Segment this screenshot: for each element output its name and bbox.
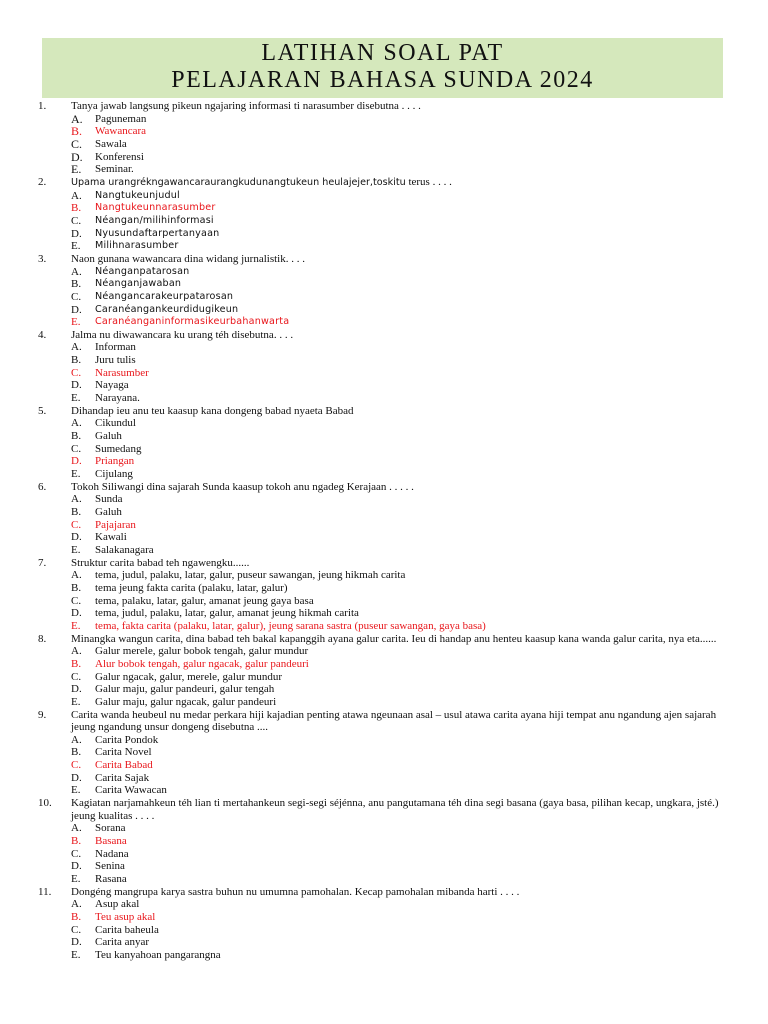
option — [38, 873, 738, 886]
option — [38, 266, 738, 279]
option-letter: D. — [71, 149, 83, 164]
question-text: Jalma nu diwawancara ku urang téh disebutna. . . . — [71, 328, 294, 341]
option-letter: C. — [71, 290, 82, 303]
option-letter: B. — [71, 581, 82, 594]
option — [38, 151, 738, 164]
question-number: 6. — [38, 480, 47, 493]
option — [38, 898, 738, 911]
option-text: Nangtukeunnarasumber — [95, 202, 216, 214]
option — [38, 936, 738, 949]
option-text: Priangan — [95, 455, 135, 468]
option-letter: B. — [71, 430, 82, 443]
question — [38, 797, 738, 822]
option-letter: D. — [71, 303, 82, 316]
option-text: tema, judul, palaku, latar, galur, puseur sawangan, jeung hikmah carita — [95, 569, 406, 582]
option-text: Narasumber — [95, 366, 149, 379]
option-letter: E. — [71, 873, 81, 886]
option-text: Sorana — [95, 822, 126, 835]
option — [38, 696, 738, 709]
option-letter: C. — [71, 594, 82, 607]
question-text: Kagiatan narjamahkeun téh lian ti mertahankeun segi-segi séjénna, anu pangutamana téh dina segi basana (gaya basa, pilihan kecap, ungkara, jsté.) jeung kualitas . . . . — [71, 797, 719, 822]
option-letter: D. — [71, 379, 82, 392]
option-letter: A. — [71, 417, 82, 430]
option — [38, 493, 738, 506]
option-text: Nyusundaftarpertanyaan — [95, 227, 220, 239]
option — [38, 113, 738, 126]
option-text: tema, judul, palaku, latar, galur, amanat jeung hikmah carita — [95, 607, 359, 620]
option-letter: E. — [71, 468, 81, 481]
option-letter: D. — [71, 771, 82, 784]
question-number: 1. — [38, 100, 47, 112]
option-correct — [38, 911, 738, 924]
option-text: Néangancarakeurpatarosan — [95, 290, 234, 302]
question — [38, 329, 738, 342]
option-text: Néanganjawaban — [95, 278, 182, 290]
option-text: Galur ngacak, galur, merele, galur mundur — [95, 670, 283, 683]
question-number: 4. — [38, 328, 47, 341]
option-letter: A. — [71, 111, 83, 126]
option-text: Wawancara — [95, 125, 147, 138]
option-correct — [38, 455, 738, 468]
option — [38, 443, 738, 456]
option-letter: E. — [71, 543, 81, 556]
option-text: Pajajaran — [95, 518, 136, 531]
question — [38, 100, 738, 113]
question-number: 3. — [38, 252, 47, 265]
option-letter: D. — [71, 455, 82, 468]
option-text: Narayana. — [95, 392, 140, 405]
option-text: Carita anyar — [95, 936, 150, 949]
option — [38, 506, 738, 519]
option — [38, 582, 738, 595]
option-letter: A. — [71, 341, 82, 354]
option-letter: C. — [71, 923, 82, 936]
option-correct — [38, 202, 738, 215]
option — [38, 228, 738, 241]
option-text: Rasana — [95, 873, 127, 886]
option — [38, 772, 738, 785]
question — [38, 176, 738, 190]
option-letter: B. — [71, 354, 82, 367]
option-letter: C. — [71, 442, 82, 455]
option — [38, 190, 738, 203]
option-letter: A. — [71, 569, 82, 582]
option-text: tema, fakta carita (palaku, latar, galur), jeung sarana sastra (puseur sawangan, gaya basa) — [95, 619, 486, 632]
option-text: Galuh — [95, 430, 122, 443]
option-text: Informan — [95, 341, 136, 354]
option — [38, 304, 738, 317]
option-letter: E. — [71, 784, 81, 797]
option — [38, 671, 738, 684]
question-text: Dihandap ieu anu teu kaasup kana dongeng babad nyaeta Babad — [71, 404, 354, 417]
option — [38, 215, 738, 228]
option-text: Juru tulis — [95, 354, 136, 367]
option — [38, 595, 738, 608]
option — [38, 392, 738, 405]
option-text: tema jeung fakta carita (palaku, latar, galur) — [95, 581, 288, 594]
option — [38, 544, 738, 557]
option-text: Galur merele, galur bobok tengah, galur mundur — [95, 645, 309, 658]
option-correct — [38, 835, 738, 848]
question-number: 7. — [38, 556, 47, 569]
option-text: Cijulang — [95, 468, 133, 481]
option-text: Alur bobok tengah, galur ngacak, galur pandeuri — [95, 657, 309, 670]
option-text: Néanganpatarosan — [95, 265, 190, 277]
question-number: 9. — [38, 708, 47, 721]
option-text: Galur maju, galur ngacak, galur pandeuri — [95, 695, 277, 708]
option — [38, 291, 738, 304]
option-letter: C. — [71, 214, 82, 227]
option — [38, 278, 738, 291]
option — [38, 645, 738, 658]
option-letter: E. — [71, 619, 81, 632]
question — [38, 253, 738, 266]
option-letter: D. — [71, 531, 82, 544]
option-letter: A. — [71, 822, 82, 835]
option — [38, 163, 738, 176]
question — [38, 557, 738, 570]
option — [38, 240, 738, 253]
question-text: Tanya jawab langsung pikeun ngajaring informasi ti narasumber disebutna . . . . — [71, 100, 421, 112]
question-text: Naon gunana wawancara dina widang jurnalistik. . . . — [71, 252, 305, 265]
option — [38, 848, 738, 861]
option-text: Nadana — [95, 847, 129, 860]
option-correct — [38, 759, 738, 772]
option-letter: E. — [71, 948, 81, 961]
question — [38, 709, 738, 734]
option-letter: E. — [71, 240, 81, 253]
question-number: 2. — [38, 175, 47, 188]
option-correct — [38, 519, 738, 532]
option-text: Teu kanyahoan pangarangna — [95, 948, 221, 961]
option-correct — [38, 658, 738, 671]
option-correct — [38, 367, 738, 380]
option-letter: D. — [71, 227, 82, 240]
option-letter: C. — [71, 518, 82, 531]
option — [38, 746, 738, 759]
option — [38, 531, 738, 544]
option — [38, 138, 738, 151]
option-text: Teu asup akal — [95, 911, 156, 923]
option-letter: C. — [71, 366, 82, 379]
option-text: Seminar. — [95, 163, 134, 176]
option-correct — [38, 125, 738, 138]
option-letter: B. — [71, 911, 82, 923]
option-letter: B. — [71, 202, 82, 215]
question-list — [38, 100, 738, 962]
option-text: Milihnarasumber — [95, 240, 179, 252]
option-text: Carita Wawacan — [95, 784, 167, 797]
option — [38, 949, 738, 962]
option — [38, 417, 738, 430]
option-letter: D. — [71, 683, 82, 696]
option-letter: B. — [71, 746, 82, 759]
option — [38, 341, 738, 354]
question — [38, 481, 738, 494]
option-text: Paguneman — [95, 112, 147, 125]
option-letter: A. — [71, 189, 82, 202]
option-letter: E. — [71, 316, 81, 329]
question-number: 8. — [38, 632, 47, 645]
option-letter: B. — [71, 278, 82, 291]
option-text: tema, palaku, latar, galur, amanat jeung gaya basa — [95, 594, 314, 607]
title-banner — [42, 38, 723, 98]
option — [38, 784, 738, 797]
option — [38, 607, 738, 620]
question-number: 11. — [38, 885, 52, 898]
option — [38, 468, 738, 481]
question-text: Struktur carita babad teh ngawengku...... — [71, 556, 250, 569]
option-text: Asup akal — [95, 898, 140, 911]
option-correct — [38, 620, 738, 633]
question-text: Tokoh Siliwangi dina sajarah Sunda kaasup tokoh anu ngadeg Kerajaan . . . . . — [71, 480, 414, 493]
document-subtitle: PELAJARAN BAHASA SUNDA 2024 — [171, 67, 594, 93]
question-text — [71, 176, 738, 190]
question-text: Carita wanda heubeul nu medar perkara hiji kajadian penting atawa ngeunaan asal – usul atawa carita ayana hiji tempat anu ngandung ajen sajarah jeung ngandung unsur dongeng disebutna .... — [71, 708, 717, 734]
option — [38, 860, 738, 873]
option-letter: B. — [71, 124, 83, 139]
option-text: Carita Babad — [95, 759, 153, 772]
option-text: Carita Sajak — [95, 771, 150, 784]
option-text: Carita Pondok — [95, 733, 159, 746]
option-letter: A. — [71, 493, 82, 506]
question-text: Minangka wangun carita, dina babad teh bakal kapanggih ayana galur carita. Ieu di handap anu henteu kaasup kana wanda galur carita, nya eta...... — [71, 632, 717, 645]
option-letter: C. — [71, 847, 82, 860]
option-text: Kawali — [95, 531, 127, 544]
document-title: LATIHAN SOAL PAT — [261, 40, 504, 66]
option — [38, 734, 738, 747]
option-text: Néangan/milihinformasi — [95, 214, 214, 226]
option-text: Nayaga — [95, 379, 129, 392]
option-text: Carita Novel — [95, 746, 152, 759]
question — [38, 405, 738, 418]
option-letter: A. — [71, 645, 82, 658]
option-text: Senina — [95, 860, 125, 873]
option-letter: E. — [71, 162, 82, 177]
option-letter: B. — [71, 835, 82, 848]
option-letter: E. — [71, 392, 81, 405]
option-letter: C. — [71, 670, 82, 683]
option-letter: A. — [71, 265, 82, 278]
option-letter: D. — [71, 860, 82, 873]
option-text: Salakanagara — [95, 543, 154, 556]
question — [38, 886, 738, 899]
option — [38, 379, 738, 392]
option — [38, 354, 738, 367]
option-correct — [38, 316, 738, 329]
option — [38, 822, 738, 835]
option-letter: C. — [71, 136, 83, 151]
option — [38, 569, 738, 582]
option-letter: E. — [71, 695, 81, 708]
question-number: 5. — [38, 404, 47, 417]
question-text-part: terus . . . . — [405, 175, 452, 188]
option-letter: A. — [71, 733, 82, 746]
option-text: Cikundul — [95, 417, 136, 430]
option-letter: B. — [71, 657, 82, 670]
option-text: Sunda — [95, 493, 123, 506]
option-letter: A. — [71, 898, 82, 911]
option-text: Caranéanganinformasikeurbahanwarta — [95, 316, 290, 328]
option-text: Galuh — [95, 506, 122, 518]
option — [38, 430, 738, 443]
option-text: Sumedang — [95, 442, 142, 455]
option-letter: D. — [71, 607, 82, 620]
option-text: Nangtukeunjudul — [95, 189, 180, 201]
option-text: Galur maju, galur pandeuri, galur tengah — [95, 683, 275, 696]
option-letter: B. — [71, 506, 82, 518]
option-letter: C. — [71, 759, 82, 772]
option — [38, 683, 738, 696]
option-text: Caranéangankeurdidugikeun — [95, 303, 239, 315]
question — [38, 633, 738, 646]
option-text: Sawala — [95, 137, 127, 150]
option-text: Carita baheula — [95, 923, 159, 936]
option-text: Basana — [95, 835, 127, 848]
question-text-part: Upama urangrékngawancaraurangkudunangtukeun heulajejer,toskitu — [71, 176, 406, 188]
question-text: Dongéng mangrupa karya sastra buhun nu umumna pamohalan. Kecap pamohalan mibanda harti . . . . — [71, 885, 520, 898]
option-letter: D. — [71, 936, 82, 949]
option-text: Konferensi — [95, 150, 144, 163]
option — [38, 924, 738, 937]
question-number: 10. — [38, 797, 52, 810]
